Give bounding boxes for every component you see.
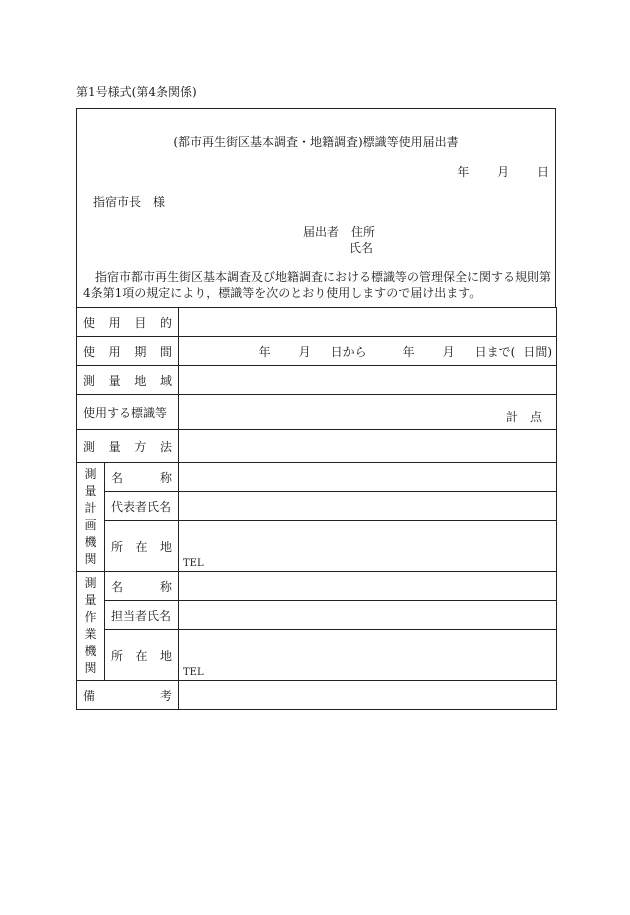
label-planning-name: 名称: [105, 463, 179, 492]
marker-count-label: 計 点: [506, 410, 543, 424]
row-work-addr: [77, 630, 557, 681]
label-markers: 使用する標識等: [77, 395, 179, 430]
row-work-rep: [77, 601, 557, 630]
row-planning-rep: [77, 492, 557, 521]
tel-label: TEL: [183, 667, 204, 678]
field-work-rep[interactable]: [179, 601, 557, 630]
row-method: [77, 430, 557, 463]
label-work-org: 測 量 作 業 機 関: [77, 572, 105, 681]
field-method[interactable]: [179, 430, 557, 463]
applicant-address-label: 届出者 住所: [303, 225, 376, 239]
row-planning-name: [77, 463, 557, 492]
field-markers[interactable]: [179, 395, 557, 430]
applicant-name-label: 氏名: [349, 241, 374, 255]
field-planning-name[interactable]: [179, 463, 557, 492]
label-area: 測量地域: [77, 366, 179, 395]
field-planning-rep[interactable]: [179, 492, 557, 521]
form-title: (都市再生街区基本調査・地籍調査)標識等使用届出書: [173, 135, 459, 149]
row-remarks: [77, 681, 557, 710]
tel-label: TEL: [183, 558, 204, 569]
label-planning-addr: 所在地: [105, 521, 179, 572]
label-planning-rep: 代表者氏名: [105, 492, 179, 521]
row-period: [77, 337, 557, 366]
form-header-box: [76, 108, 556, 307]
period-days: 日間): [523, 344, 553, 359]
field-planning-addr[interactable]: [179, 521, 557, 572]
field-work-name[interactable]: [179, 572, 557, 601]
row-area: [77, 366, 557, 395]
period-from: 日から: [330, 344, 367, 359]
period-month-end: 月: [442, 344, 455, 359]
date-year: 年: [457, 165, 470, 179]
period-month-start: 月: [298, 344, 311, 359]
field-area[interactable]: [179, 366, 557, 395]
label-period: 使用期間: [77, 337, 179, 366]
period-year-start: 年: [258, 344, 271, 359]
addressee: 指宿市長 様: [93, 195, 166, 209]
form-table: [76, 307, 557, 710]
period-year-end: 年: [402, 344, 415, 359]
field-remarks[interactable]: [179, 681, 557, 710]
row-planning-addr: [77, 521, 557, 572]
field-work-addr[interactable]: [179, 630, 557, 681]
row-work-name: [77, 572, 557, 601]
field-period[interactable]: [179, 337, 557, 366]
submission-date: [457, 163, 549, 180]
row-purpose: [77, 308, 557, 337]
row-markers: [77, 395, 557, 430]
label-work-name: 名称: [105, 572, 179, 601]
label-work-rep: 担当者氏名: [105, 601, 179, 630]
statement-text: 指宿市都市再生街区基本調査及び地籍調査における標識等の管理保全に関する規則第4条第1項の規定により，標識等を次のとおり使用しますので届け出ます。: [83, 270, 552, 300]
label-work-addr: 所在地: [105, 630, 179, 681]
field-purpose[interactable]: [179, 308, 557, 337]
label-remarks: 備考: [77, 681, 179, 710]
label-planning-org: 測 量 計 画 機 関: [77, 463, 105, 572]
period-until: 日まで(: [474, 344, 516, 359]
label-purpose: 使用目的: [77, 308, 179, 337]
label-method: 測量方法: [77, 430, 179, 463]
form-number-label: 第1号様式(第4条関係): [76, 85, 197, 99]
date-day: 日: [536, 165, 549, 179]
date-month: 月: [497, 165, 510, 179]
